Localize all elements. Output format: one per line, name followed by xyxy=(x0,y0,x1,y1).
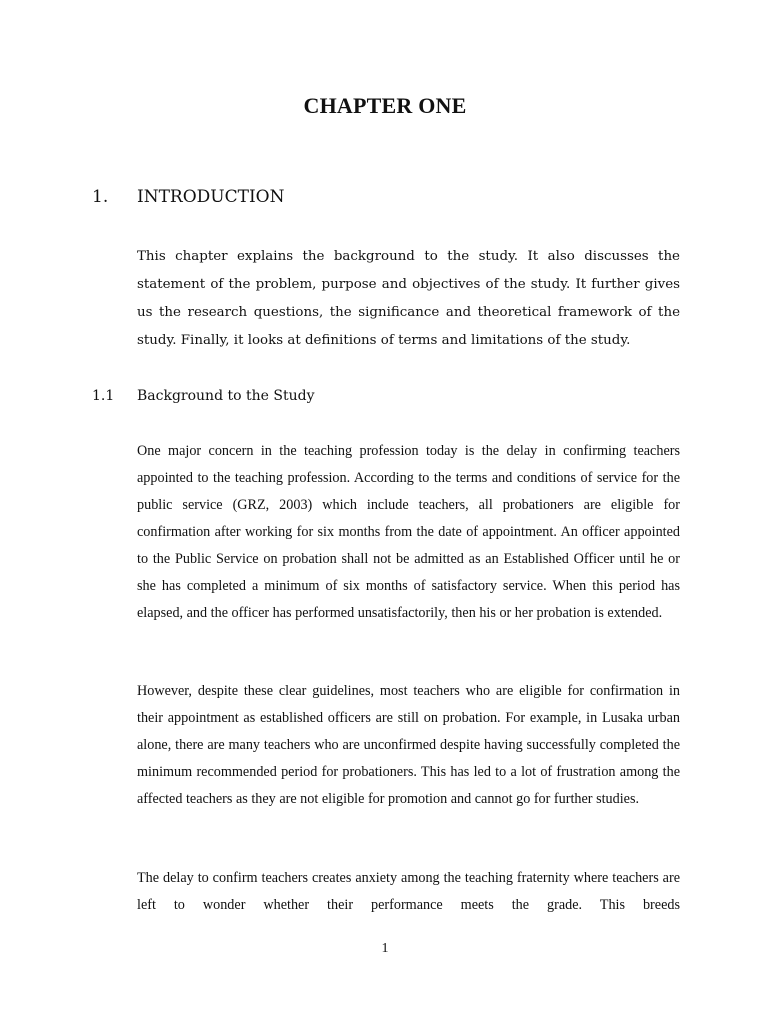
section-number: 1. xyxy=(92,187,109,207)
background-paragraph-1: One major concern in the teaching profession today is the delay in confirming teachers appointed to the teaching profession. According to the terms and conditions of service for the public service (GRZ, 2003) which include teachers, all probationers are eligible for confirmation after working for six months from the date of appointment. An officer appointed to the Public Service on probation shall not be admitted as an Established Officer until he or she has completed a minimum of six months of satisfactory service. When this period has elapsed, and the officer has performed unsatisfactorily, then his or her probation is extended. xyxy=(137,443,680,621)
section-title: INTRODUCTION xyxy=(137,187,285,207)
chapter-title: CHAPTER ONE xyxy=(303,93,467,118)
page-number: 1 xyxy=(381,941,389,956)
subsection-title: Background to the Study xyxy=(137,388,315,404)
introduction-paragraph: This chapter explains the background to the study. It also discusses the statement of the problem, purpose and objectives of the study. It further gives us the research questions, the significance and theoretical framework of the study. Finally, it looks at definitions of terms and limitations of the study. xyxy=(137,249,680,348)
background-paragraph-2: However, despite these clear guidelines, most teachers who are eligible for confirmation in their appointment as established officers are still on probation. For example, in Lusaka urban alone, there are many teachers who are unconfirmed despite having successfully completed the minimum recommended period for probationers. This has led to a lot of frustration among the affected teachers as they are not eligible for promotion and cannot go for further studies. xyxy=(137,683,680,807)
background-paragraph-3: The delay to confirm teachers creates anxiety among the teaching fraternity where teachers are left to wonder whether their performance meets the grade. This breeds xyxy=(137,870,680,913)
subsection-number: 1.1 xyxy=(92,388,115,404)
